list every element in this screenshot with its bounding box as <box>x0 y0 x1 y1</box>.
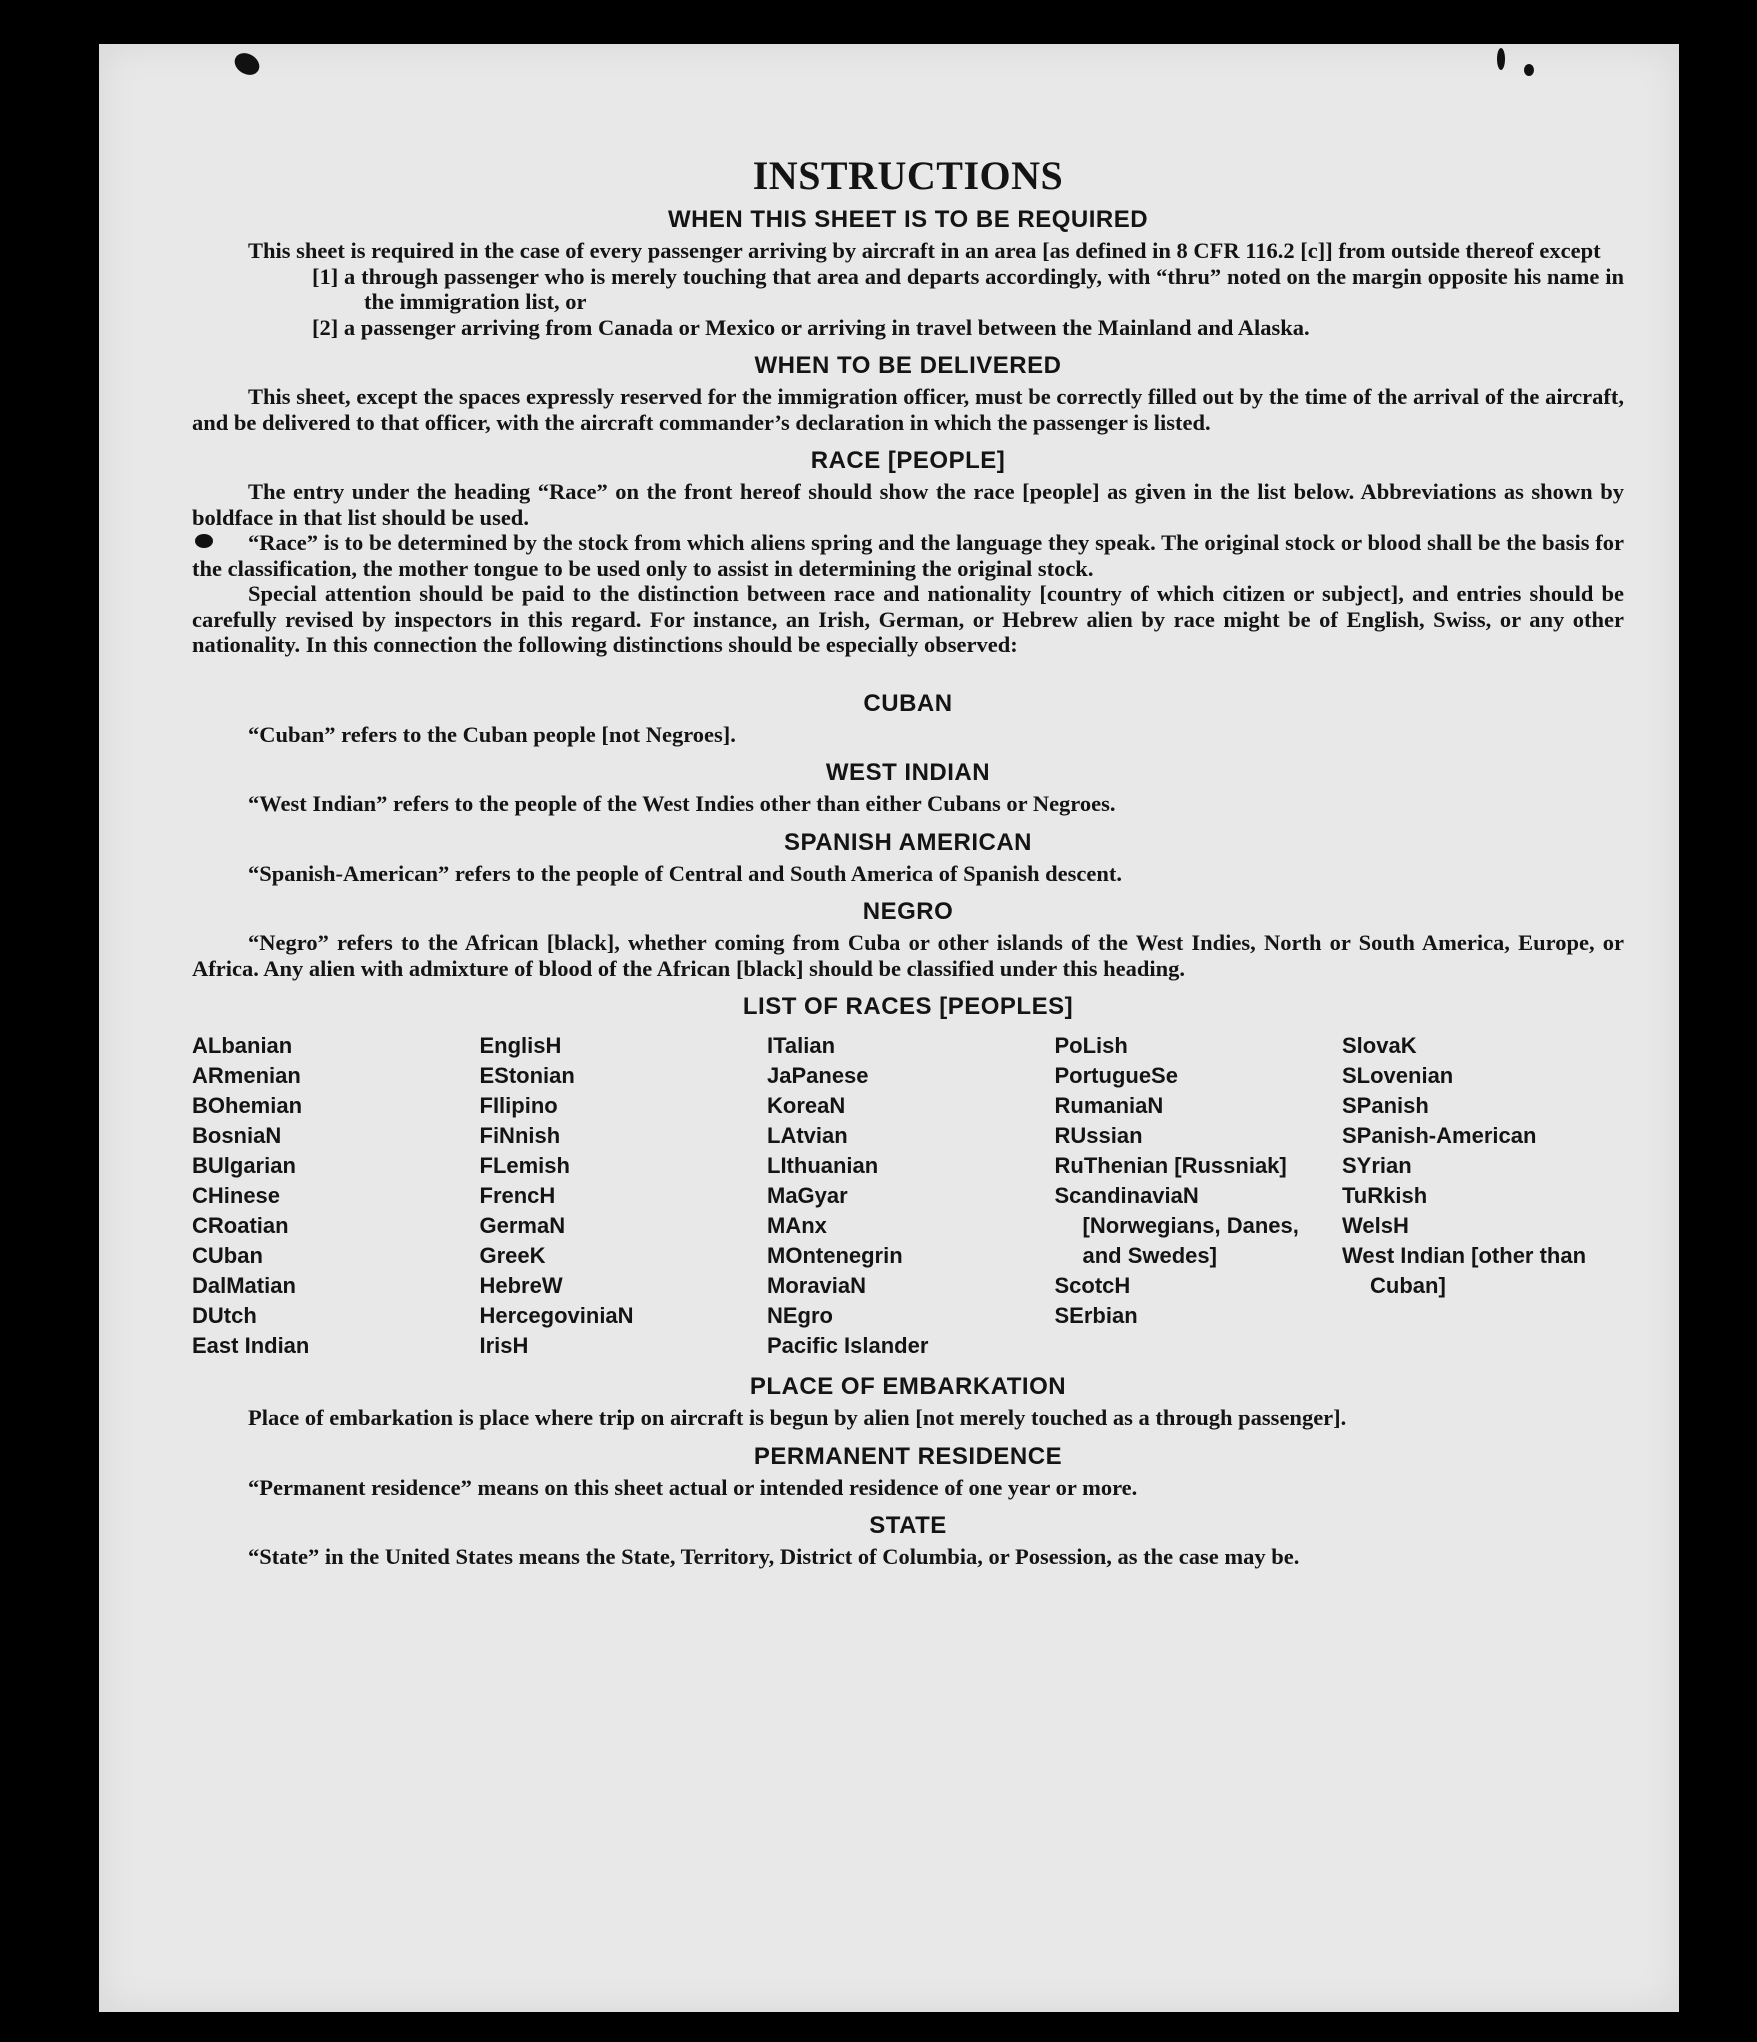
heading-state: STATE <box>869 1512 947 1539</box>
race-item: RuThenian [Russniak] <box>1054 1153 1287 1178</box>
race-item: DUtch <box>192 1303 257 1328</box>
race-item: HebreW <box>479 1273 563 1298</box>
race-item: SErbian <box>1054 1303 1138 1328</box>
race-item: FrencH <box>479 1183 556 1208</box>
race-item: SlovaK <box>1342 1033 1417 1058</box>
race-item: MAnx <box>767 1213 827 1238</box>
race-item: SLovenian <box>1342 1063 1454 1088</box>
ink-blot <box>1524 64 1534 76</box>
heading-negro: NEGRO <box>862 898 954 925</box>
race-item: SYrian <box>1342 1153 1412 1178</box>
document-page <box>99 44 1679 2012</box>
races-column <box>1342 1031 1624 1361</box>
race-item: FLemish <box>479 1153 570 1178</box>
race-item: GreeK <box>479 1243 546 1268</box>
race-item: ARmenian <box>192 1063 301 1088</box>
race-item: TuRkish <box>1342 1183 1428 1208</box>
race-item: BUlgarian <box>192 1153 296 1178</box>
race-item: CRoatian <box>192 1213 289 1238</box>
west-indian-text: “West Indian” refers to the people of the West Indies other than either Cubans or Negroes. <box>248 791 1116 816</box>
cuban-text: “Cuban” refers to the Cuban people [not Negroes]. <box>248 721 736 747</box>
page-title: INSTRUCTIONS <box>752 153 1064 198</box>
heading-spanish-american: SPANISH AMERICAN <box>783 828 1032 856</box>
race-item: FIlipino <box>479 1093 558 1118</box>
races-table <box>192 1031 1624 1361</box>
race-item: WelsH <box>1342 1213 1409 1238</box>
race-item: ScotcH <box>1054 1273 1131 1298</box>
race-item: EStonian <box>479 1063 575 1088</box>
race-item: West Indian [other than Cuban] <box>1342 1243 1587 1298</box>
race-paragraph: “Race” is to be determined by the stock from which aliens spring and the language they speak. The original stock or blood shall be the basis for the classification, the mother tongue to be used only to assist in determining the original stock. <box>192 530 1624 581</box>
race-item: JaPanese <box>767 1063 869 1088</box>
spanish-american-text: “Spanish-American” refers to the people of Central and South America of Spanish descent. <box>248 860 1122 886</box>
race-item: BosniaN <box>192 1123 282 1148</box>
race-item: GermaN <box>479 1213 566 1238</box>
races-column <box>1055 1031 1337 1361</box>
heading-west-indian: WEST INDIAN <box>825 759 991 786</box>
race-item: EnglisH <box>479 1033 562 1058</box>
negro-text: “Negro” refers to the African [black], whether coming from Cuba or other islands of the West Indies, North or South America, Europe, or Africa. Any alien with admixture of blood of the African [black] should be classified under this heading. <box>192 930 1624 981</box>
heading-embarkation: PLACE OF EMBARKATION <box>749 1373 1067 1400</box>
race-item: CUban <box>192 1243 263 1268</box>
instructions-content <box>192 154 1624 1570</box>
state-text: “State” in the United States means the State, Territory, District of Columbia, or Posession, as the case may be. <box>248 1544 1300 1569</box>
race-item: FiNnish <box>479 1123 561 1148</box>
race-item: MOntenegrin <box>767 1243 903 1268</box>
heading-permanent-residence: PERMANENT RESIDENCE <box>753 1442 1063 1470</box>
exception-list <box>192 264 1624 341</box>
heading-when-required: WHEN THIS SHEET IS TO BE REQUIRED <box>667 206 1149 233</box>
race-item: PortugueSe <box>1054 1063 1178 1088</box>
race-item: SPanish <box>1342 1093 1429 1118</box>
race-item: ALbanian <box>192 1033 293 1058</box>
race-item: RumaniaN <box>1054 1093 1164 1118</box>
race-paragraph: Special attention should be paid to the distinction between race and nationality [country of which citizen or subject], and entries should be carefully revised by inspectors in this regard. For instance, an Irish, German, or Hebrew alien by race might be of English, Swiss, or any other nationality. In this connection the following distinctions should be especially observed: <box>192 581 1624 657</box>
race-item: KoreaN <box>767 1093 846 1118</box>
race-item: RUssian <box>1054 1123 1143 1148</box>
heading-when-delivered: WHEN TO BE DELIVERED <box>754 352 1062 379</box>
race-item: DalMatian <box>192 1273 296 1298</box>
races-column <box>192 1031 474 1361</box>
race-item: LAtvian <box>767 1123 848 1148</box>
race-item: SPanish-American <box>1342 1123 1537 1148</box>
race-item: BOhemian <box>192 1093 303 1118</box>
race-item: IrisH <box>479 1333 529 1358</box>
race-item: CHinese <box>192 1183 281 1208</box>
race-item: ITalian <box>767 1033 836 1058</box>
ink-blot <box>1497 48 1505 70</box>
race-item: PoLish <box>1054 1033 1128 1058</box>
race-item: MoraviaN <box>767 1273 867 1298</box>
when-delivered-text: This sheet, except the spaces expressly reserved for the immigration officer, must be correctly filled out by the time of the arrival of the aircraft, and be delivered to that officer, with the aircraft commander’s declaration in which the passenger is listed. <box>192 384 1624 435</box>
races-column <box>767 1031 1049 1361</box>
when-required-intro: This sheet is required in the case of every passenger arriving by aircraft in an area [as defined in 8 CFR 116.2 [c]] from outside thereof except <box>248 238 1601 263</box>
heading-list-of-races: LIST OF RACES [PEOPLES] <box>742 993 1074 1020</box>
race-item: East Indian <box>192 1333 310 1358</box>
race-item: HercegoviniaN <box>479 1303 634 1328</box>
races-column <box>480 1031 762 1361</box>
race-item: NEgro <box>767 1303 833 1328</box>
exception-item: [1] a through passenger who is merely touching that area and departs accordingly, with “thru” noted on the margin opposite his name in the immigration list, or <box>312 263 1624 314</box>
race-item: Pacific Islander <box>767 1333 929 1358</box>
residence-text: “Permanent residence” means on this sheet actual or intended residence of one year or more. <box>248 1474 1138 1500</box>
ink-blot <box>231 49 264 79</box>
race-item: LIthuanian <box>767 1153 879 1178</box>
race-item: MaGyar <box>767 1183 848 1208</box>
race-item: ScandinaviaN [Norwegians, Danes, and Swedes] <box>1054 1183 1299 1268</box>
embarkation-text: Place of embarkation is place where trip on aircraft is begun by alien [not merely touched as a through passenger]. <box>248 1405 1347 1430</box>
race-paragraph: The entry under the heading “Race” on the front hereof should show the race [people] as given in the list below. Abbreviations as shown by boldface in that list should be used. <box>192 479 1624 530</box>
heading-race: RACE [PEOPLE] <box>810 447 1006 474</box>
exception-item: [2] a passenger arriving from Canada or Mexico or arriving in travel between the Mainland and Alaska. <box>312 314 1310 340</box>
heading-cuban: CUBAN <box>863 689 953 717</box>
